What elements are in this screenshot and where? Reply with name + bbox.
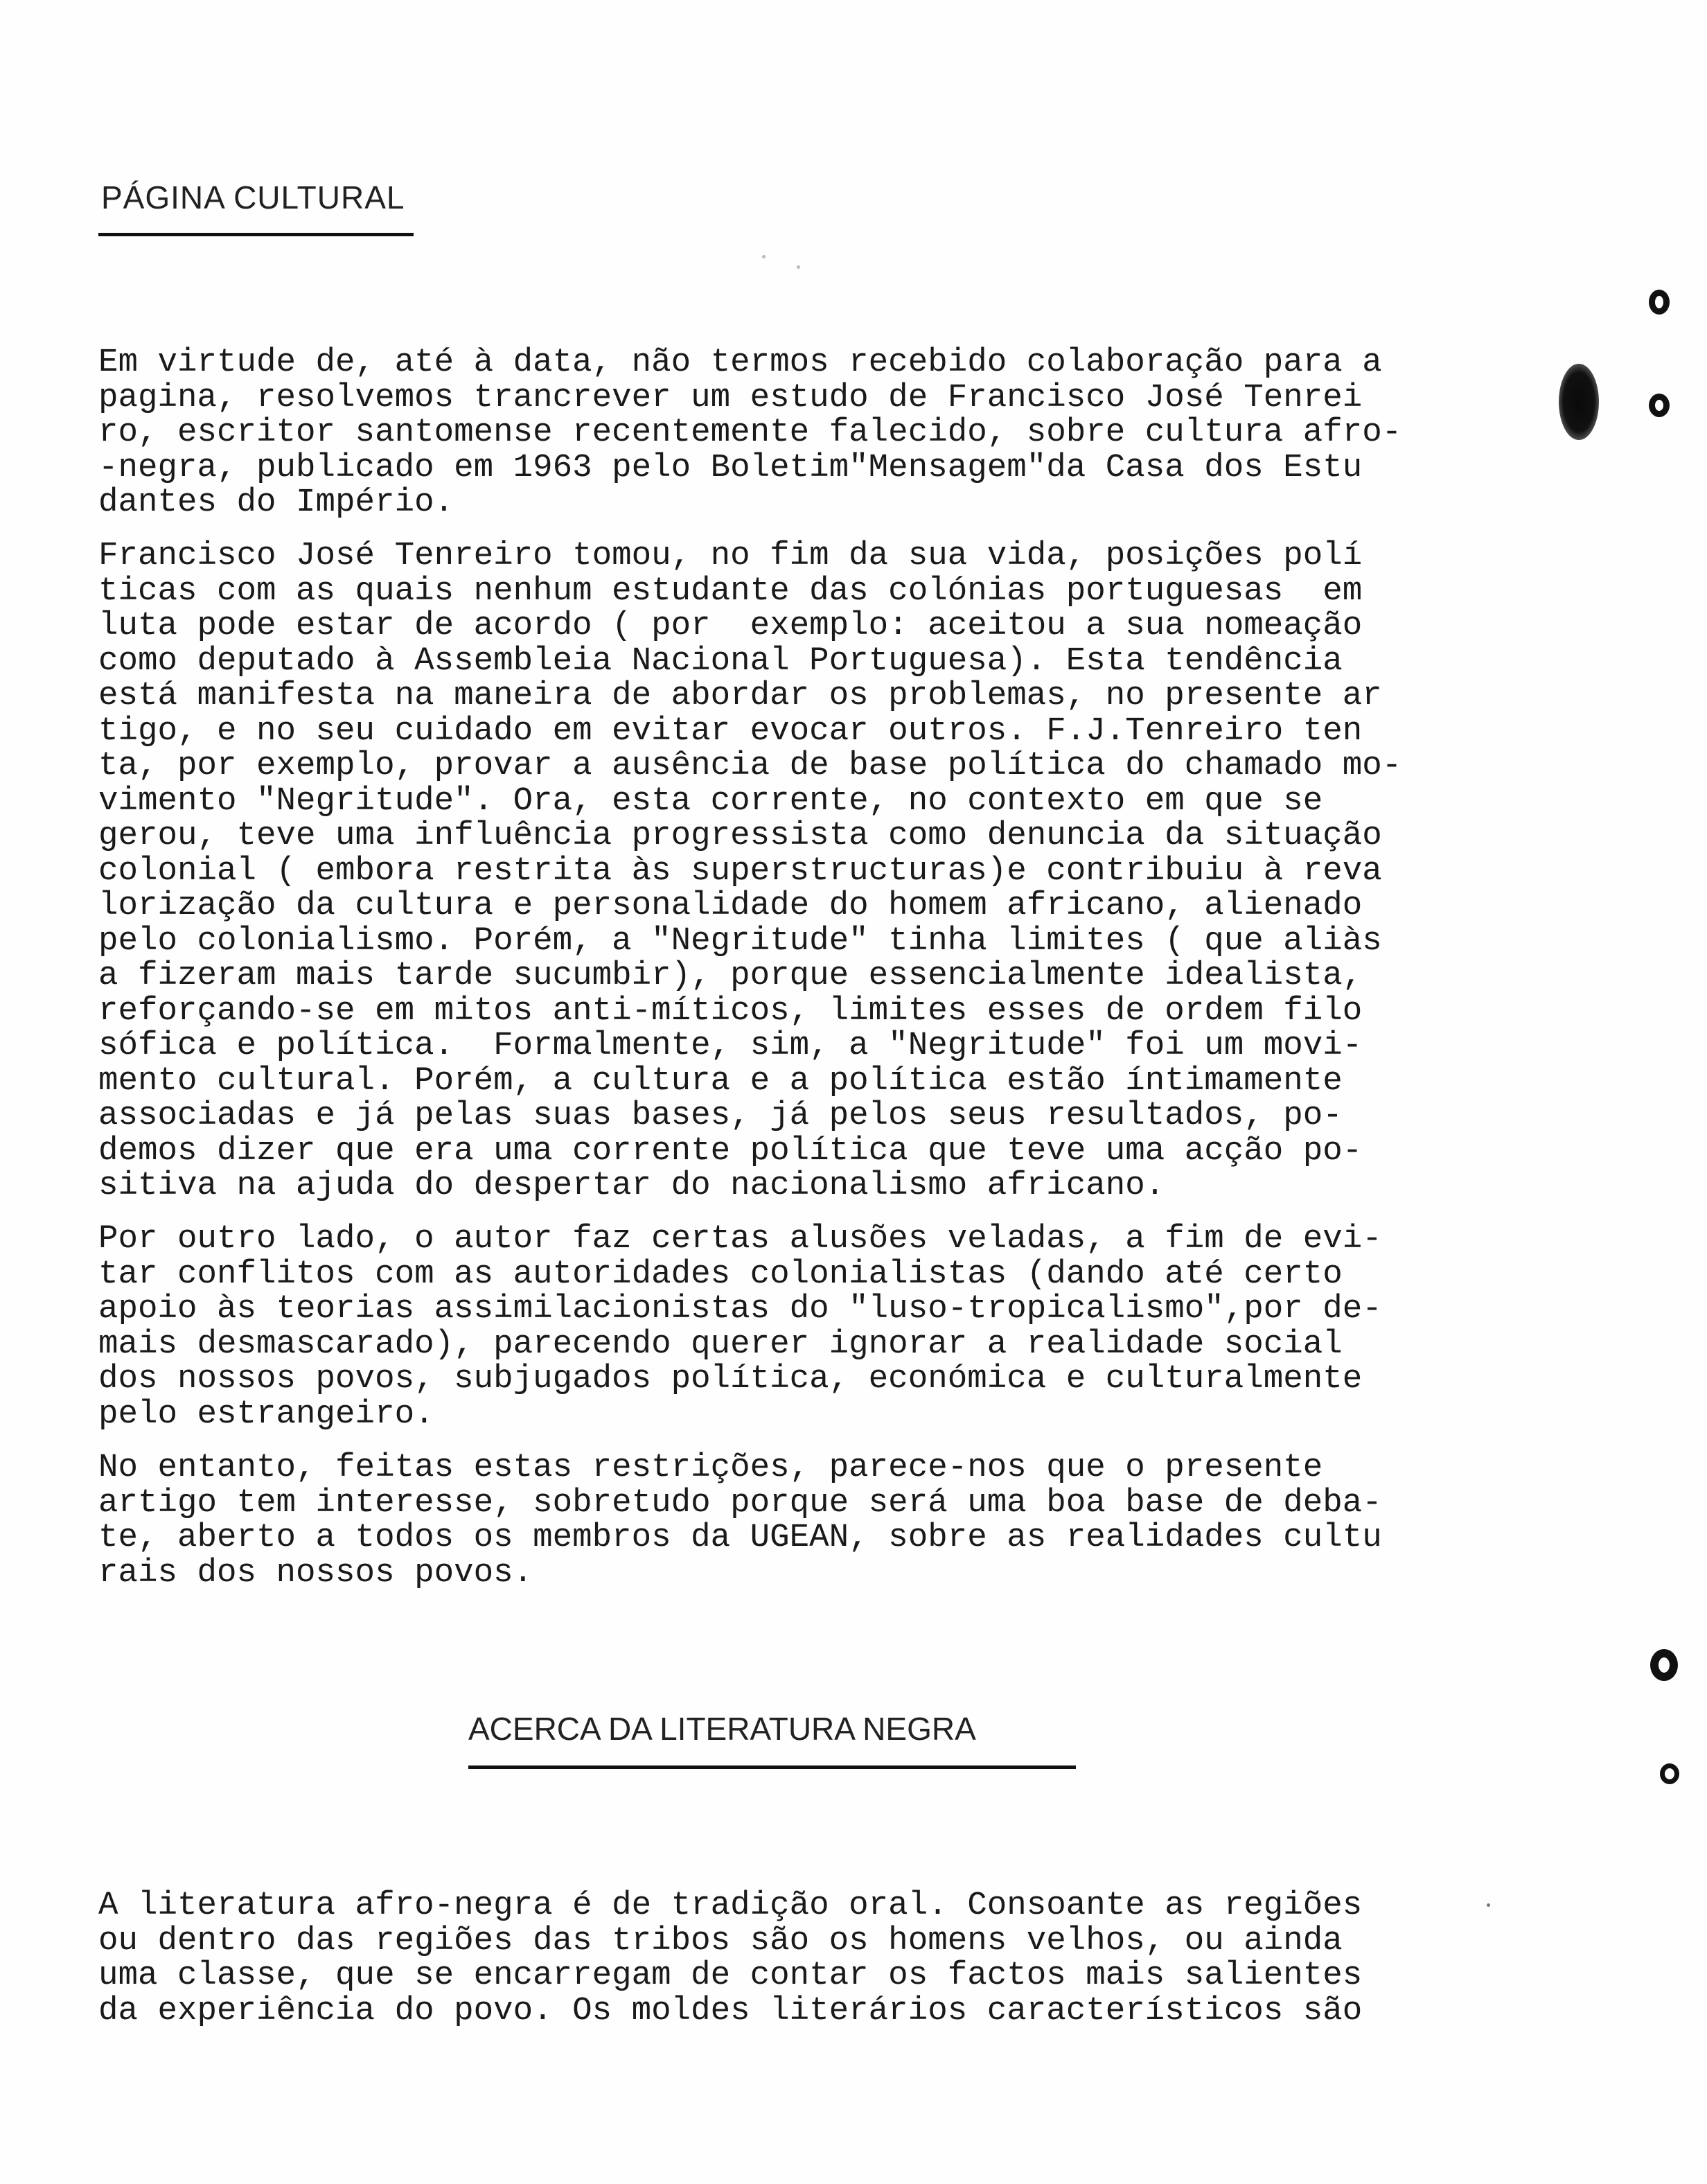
text-line: lorização da cultura e personalidade do homem africano, alienado — [98, 887, 1363, 924]
text-line: tar conflitos com as autoridades colonialistas (dando até certo — [98, 1255, 1343, 1293]
speck — [1487, 1903, 1490, 1907]
text-line: a fizeram mais tarde sucumbir), porque essencialmente idealista, — [98, 957, 1363, 994]
text-line: mento cultural. Porém, a cultura e a política estão íntimamente — [98, 1062, 1343, 1100]
text-line: como deputado à Assembleia Nacional Portuguesa). Esta tendência — [98, 642, 1343, 680]
text-line: gerou, teve uma influência progressista como denuncia da situação — [98, 817, 1382, 854]
section-title: PÁGINA CULTURAL — [101, 179, 405, 215]
text-line: demos dizer que era uma corrente política que teve uma acção po- — [98, 1131, 1363, 1170]
text-line: ou dentro das regiões das tribos são os homens velhos, ou ainda — [98, 1921, 1343, 1960]
text-line: Francisco José Tenreiro tomou, no fim da sua vida, posições polí — [98, 537, 1363, 574]
text-line: artigo tem interesse, sobretudo porque será uma boa base de deba- — [98, 1483, 1382, 1522]
intro-paragraph-3 — [98, 1222, 1463, 1432]
text-line: tigo, e no seu cuidado em evitar evocar outros. F.J.Tenreiro ten — [98, 712, 1363, 750]
text-line: pelo colonialismo. Porém, a "Negritude" tinha limites ( que aliàs — [98, 922, 1382, 960]
text-line: apoio às teorias assimilacionistas do "luso-tropicalismo",por de- — [98, 1290, 1382, 1328]
text-line: Em virtude de, até à data, não termos recebido colaboração para a — [98, 344, 1382, 381]
text-line: ro, escritor santomense recentemente falecido, sobre cultura afro- — [98, 414, 1402, 451]
text-line: da experiência do povo. Os moldes literários característicos são — [98, 1991, 1363, 2029]
article-title-underline — [468, 1765, 1076, 1769]
text-line: sitiva na ajuda do despertar do nacionalismo africano. — [98, 1167, 1165, 1204]
article-title: ACERCA DA LITERATURA NEGRA — [468, 1711, 976, 1747]
text-line: te, aberto a todos os membros da UGEAN, sobre as realidades cultu — [98, 1519, 1382, 1556]
text-line: está manifesta na maneira de abordar os problemas, no presente ar — [98, 677, 1382, 714]
ink-blot — [1559, 364, 1599, 440]
text-line: dos nossos povos, subjugados política, económica e culturalmente — [98, 1360, 1363, 1398]
text-line: No entanto, feitas estas restrições, parece-nos que o presente — [98, 1449, 1323, 1486]
text-line: ta, por exemplo, provar a ausência de base política do chamado mo- — [98, 747, 1402, 784]
intro-paragraph-2 — [98, 538, 1463, 1204]
text-line: vimento "Negritude". Ora, esta corrente, no contexto em que se — [98, 782, 1323, 820]
speck — [797, 265, 800, 269]
section-title-underline — [98, 233, 414, 236]
text-line: pelo estrangeiro. — [98, 1395, 434, 1433]
text-line: sófica e política. Formalmente, sim, a "Negritude" foi um movi- — [98, 1027, 1363, 1064]
binder-hole-2 — [1649, 394, 1670, 417]
text-line: dantes do Império. — [98, 484, 454, 521]
text-line: mais desmascarado), parecendo querer ignorar a realidade social — [98, 1325, 1343, 1363]
binder-hole-1 — [1649, 290, 1670, 315]
binder-hole-3 — [1650, 1649, 1678, 1681]
text-line: rais dos nossos povos. — [98, 1553, 533, 1592]
text-line: -negra, publicado em 1963 pelo Boletim"Mensagem"da Casa dos Estu — [98, 448, 1363, 486]
binder-hole-4 — [1660, 1763, 1679, 1784]
intro-paragraph-4 — [98, 1450, 1463, 1590]
text-line: reforçando-se em mitos anti-míticos, limites esses de ordem filo — [98, 992, 1363, 1030]
text-line: uma classe, que se encarregam de contar os factos mais salientes — [98, 1957, 1363, 1994]
text-line: ticas com as quais nenhum estudante das colónias portuguesas em — [98, 572, 1363, 610]
speck — [762, 255, 766, 258]
text-line: associadas e já pelas suas bases, já pelos seus resultados, po- — [98, 1097, 1343, 1134]
article-paragraph-1 — [98, 1888, 1463, 2028]
text-line: A literatura afro-negra é de tradição oral. Consoante as regiões — [98, 1887, 1363, 1924]
text-line: luta pode estar de acordo ( por exemplo: aceitou a sua nomeação — [98, 607, 1363, 644]
text-line: colonial ( embora restrita às superstructuras)e contribuiu à reva — [98, 852, 1382, 890]
text-line: pagina, resolvemos trancrever um estudo de Francisco José Tenrei — [98, 378, 1363, 416]
text-line: Por outro lado, o autor faz certas alusões veladas, a fim de evi- — [98, 1220, 1382, 1258]
intro-paragraph-1 — [98, 345, 1463, 520]
